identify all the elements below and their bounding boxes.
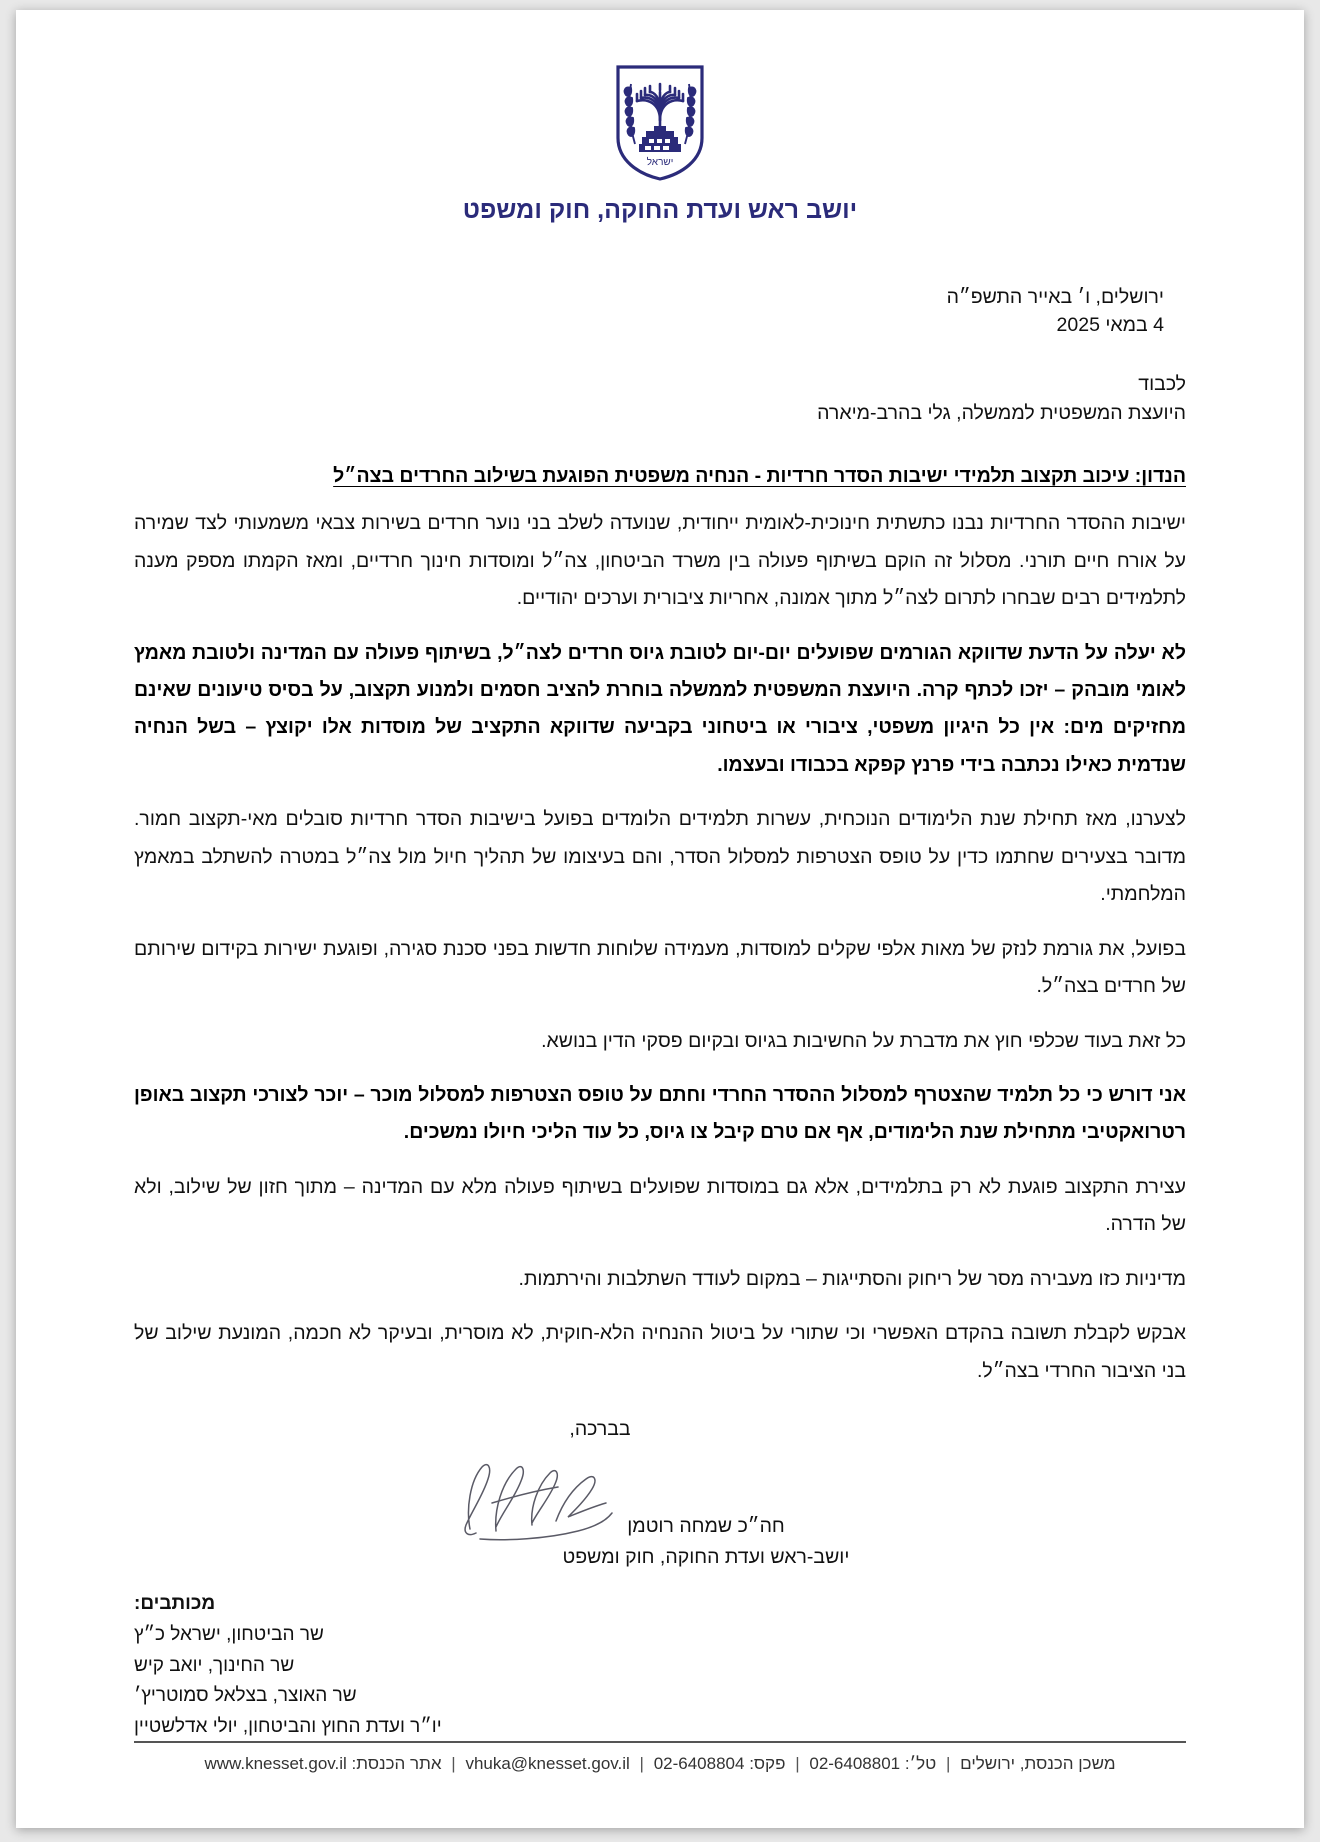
body-paragraph: לצערנו, מאז תחילת שנת הלימודים הנוכחית, עשרות תלמידים הלומדים בפועל בישיבות הסדר חרדיות סובלים מאי-תקצוב חמור. מדובר בצעירים שחתמו כדין על טופס הצטרפות למסלול הסדר, והם בעיצומו של תהליך חיול מול צה״ל במטרה להשתלב במאמץ המלחמתי.: [134, 808, 1186, 906]
footer-email[interactable]: vhuka@knesset.gov.il: [465, 1754, 630, 1773]
footer-fax-label: פקס:: [749, 1754, 786, 1773]
cc-item: שר הביטחון, ישראל כ״ץ: [134, 1623, 324, 1645]
israel-state-emblem-menorah-icon: [612, 64, 708, 182]
cc-title: מכותבים:: [134, 1593, 216, 1615]
footer-separator: |: [451, 1754, 456, 1773]
addressee-prefix: לכבוד: [1138, 372, 1186, 395]
footer-contact-line: [134, 1754, 1186, 1774]
footer-phone-label: טל׳:: [904, 1754, 937, 1773]
signature-lines: [496, 1511, 916, 1573]
footer-address: משכן הכנסת, ירושלים: [960, 1754, 1116, 1773]
footer-separator: |: [945, 1754, 951, 1773]
cc-list: [134, 1620, 1186, 1743]
cc-item: שר החינוך, יואב קיש: [134, 1654, 295, 1676]
cc-item: שר האוצר, בצלאל סמוטריץ׳: [134, 1685, 357, 1707]
document-page: [16, 10, 1304, 1828]
footer-fax: 02-6408804: [653, 1754, 745, 1773]
footer-divider: [134, 1741, 1186, 1743]
body-paragraph: בפועל, את גורמת לנזק של מאות אלפי שקלים למוסדות, מעמידה שלוחות חדשות בפני סכנת סגירה, ופוגעת ישירות בקידום שירותם של חרדים בצה״ל.: [134, 937, 1186, 998]
signatory-name: חה״כ שמחה רוטמן: [627, 1515, 785, 1538]
letter-body: [134, 505, 1186, 1390]
footer-separator: |: [795, 1754, 800, 1773]
signatory-role: יושב-ראש ועדת החוקה, חוק ומשפט: [562, 1546, 850, 1569]
footer-website[interactable]: www.knesset.gov.il: [204, 1754, 347, 1773]
date-hebrew: ירושלים, ו׳ באייר התשפ״ה: [946, 286, 1164, 308]
date-gregorian: 4 במאי 2025: [1056, 314, 1164, 337]
letter-sheet: [16, 10, 1304, 1828]
svg-text:ישראל: ישראל: [646, 157, 674, 168]
closing-salutation: בברכה,: [569, 1418, 631, 1441]
body-paragraph: לא יעלה על הדעת שדווקא הגורמים שפועלים יום-יום לטובת גיוס חרדים לצה״ל, בשיתוף פעולה עם המדינה ולטובת מאמץ לאומי מובהק – יזכו לכתף קרה. היועצת המשפטית לממשלה בוחרת להציב חסמים ולמנוע תקצוב, על בסיס טיעונים שאינם מחזיקים מים: אין כל היגיון משפטי, ציבורי או ביטחוני בקביעה שדווקא התקציב של מוסדות אלו יקוצץ – בשל הנחיה שנדמית כאילו נכתבה בידי פרנץ קפקא בכבודו ובעצמו.: [134, 641, 1186, 776]
organization-title: יושב ראש ועדת החוקה, חוק ומשפט: [462, 196, 858, 224]
body-paragraph: מדיניות כזו מעבירה מסר של ריחוק והסתייגות – במקום לעודד השתלבות והירתמות.: [518, 1267, 1186, 1290]
addressee-name: היועצת המשפטית לממשלה, גלי בהרב-מיארה: [817, 401, 1186, 424]
footer-website-label: אתר הכנסת:: [351, 1754, 442, 1773]
signature-block: [134, 1455, 1186, 1567]
page-footer: [134, 1741, 1186, 1774]
body-paragraph: כל זאת בעוד שכלפי חוץ את מדברת על החשיבות בגיוס ובקיום פסקי הדין בנושא.: [541, 1029, 1186, 1052]
subject-line: הנדון: עיכוב תקצוב תלמידי ישיבות הסדר חרדיות - הנחיה משפטית הפוגעת בשילוב החרדים בצה״ל: [333, 465, 1186, 488]
body-paragraph: ישיבות ההסדר החרדיות נבנו כתשתית חינוכית-לאומית ייחודית, שנועדה לשלב בני נוער חרדים בשירות צבאי משמעותי לצד שמירה על אורח חיים תורני. מסלול זה הוקם בשיתוף פעולה בין משרד הביטחון, צה״ל ומוסדות חינוך חרדיים, ומאז הקמתו מספק מענה לתלמידים רבים שבחרו לתרום לצה״ל מתוך אמונה, אחריות ציבורית וערכים יהודיים.: [134, 512, 1186, 610]
body-paragraph: עצירת התקצוב פוגעת לא רק בתלמידים, אלא גם במוסדות שפועלים בשיתוף פעולה מלא עם המדינה – מתוך חזון של שילוב, ולא של הדרה.: [134, 1175, 1186, 1236]
footer-separator: |: [639, 1754, 644, 1773]
body-paragraph: אבקש לקבלת תשובה בהקדם האפשרי וכי שתורי על ביטול ההנחיה הלא-חוקית, לא מוסרית, ובעיקר לא חכמה, המונעת שילוב של בני הציבור החרדי בצה״ל.: [134, 1322, 1186, 1382]
letterhead: [134, 56, 1186, 225]
cc-block: [134, 1589, 1186, 1743]
footer-phone: 02-6408801: [809, 1754, 901, 1773]
cc-item: יו״ר ועדת החוץ והביטחון, יולי אדלשטיין: [134, 1716, 442, 1738]
addressee-block: [134, 370, 1186, 429]
body-paragraph: אני דורש כי כל תלמיד שהצטרף למסלול ההסדר החרדי וחתם על טופס הצטרפות למסלול מוכר – יוכר לצורכי תקצוב באופן רטרואקטיבי מתחילת שנת הלימודים, אף אם טרם קיבל צו גיוס, כל עוד הליכי חיולו נמשכים.: [134, 1083, 1186, 1144]
date-block: [134, 283, 1164, 340]
